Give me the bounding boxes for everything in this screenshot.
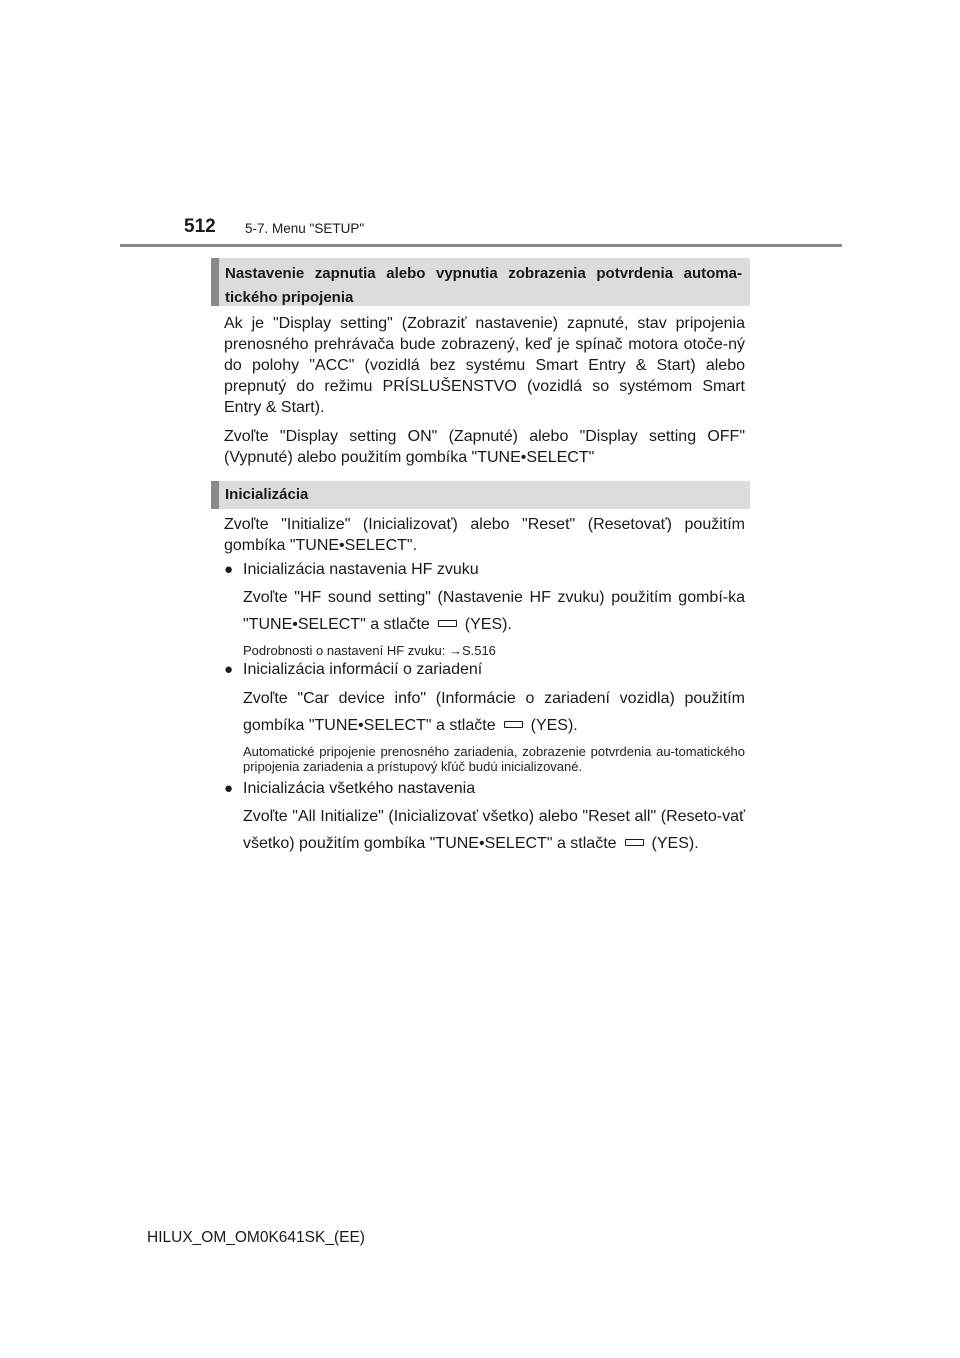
instruction-text: Zvoľte "HF sound setting" (Nastavenie HF zvuku) použitím gombí-ka "TUNE•SELECT" a stlačte [243,589,745,633]
bullet-icon: ● [224,561,234,578]
instruction-yes: (YES). [651,835,699,852]
instruction-yes: (YES). [464,616,512,633]
instruction-text: Zvoľte "Car device info" (Informácie o zariadení vozidla) použitím gombíka "TUNE•SELECT" a stlačte [243,690,745,734]
yes-button-icon [504,721,523,728]
header-rule [120,244,842,247]
yes-button-icon [438,620,457,627]
note-hf-sound: Podrobnosti o nastavení HF zvuku: →S.516 [243,643,496,658]
paragraph-select-display: Zvoľte "Display setting ON" (Zapnuté) alebo "Display setting OFF" (Vypnuté) alebo použitím gombíka "TUNE•SELECT" [224,428,745,466]
paragraph-initialize-intro: Zvoľte "Initialize" (Inicializovať) alebo "Reset" (Resetovať) použitím gombíka "TUNE•SELECT". [224,516,745,554]
instruction-all-settings [243,803,745,857]
paragraph-display-setting: Ak je "Display setting" (Zobraziť nastavenie) zapnuté, stav pripojenia prenosného prehrávača bude zobrazený, keď je spínač motora otoče-ný do polohy "ACC" (vozidlá bez systému Smart Entry & Start) alebo prepnutý do režimu PRÍSLUŠENSTVO (vozidlá so systémom Smart Entry & Start). [224,315,745,416]
section-title: 5-7. Menu "SETUP" [245,221,365,236]
note-device-info: Automatické pripojenie prenosného zariadenia, zobrazenie potvrdenia au-tomatického pripojenia zariadenia a prístupový kľúč budú inicializované. [243,744,745,774]
instruction-yes: (YES). [530,717,578,734]
yes-button-icon [625,839,644,846]
page-number: 512 [184,216,216,237]
heading-auto-connection: Nastavenie zapnutia alebo vypnutia zobrazenia potvrdenia automa-tického pripojenia [211,258,750,306]
heading-initialization: Inicializácia [211,481,750,509]
bullet-title: Inicializácia všetkého nastavenia [243,780,476,797]
bullet-title: Inicializácia nastavenia HF zvuku [243,561,479,578]
instruction-hf-sound [243,584,745,638]
instruction-device-info [243,685,745,739]
bullet-icon: ● [224,661,234,678]
bullet-title: Inicializácia informácií o zariadení [243,661,483,678]
bullet-icon: ● [224,780,234,797]
instruction-text: Zvoľte "All Initialize" (Inicializovať všetko) alebo "Reset all" (Reseto-vať všetko) použitím gombíka "TUNE•SELECT" a stlačte [243,808,745,852]
footer-doc-code: HILUX_OM_OM0K641SK_(EE) [147,1229,365,1246]
